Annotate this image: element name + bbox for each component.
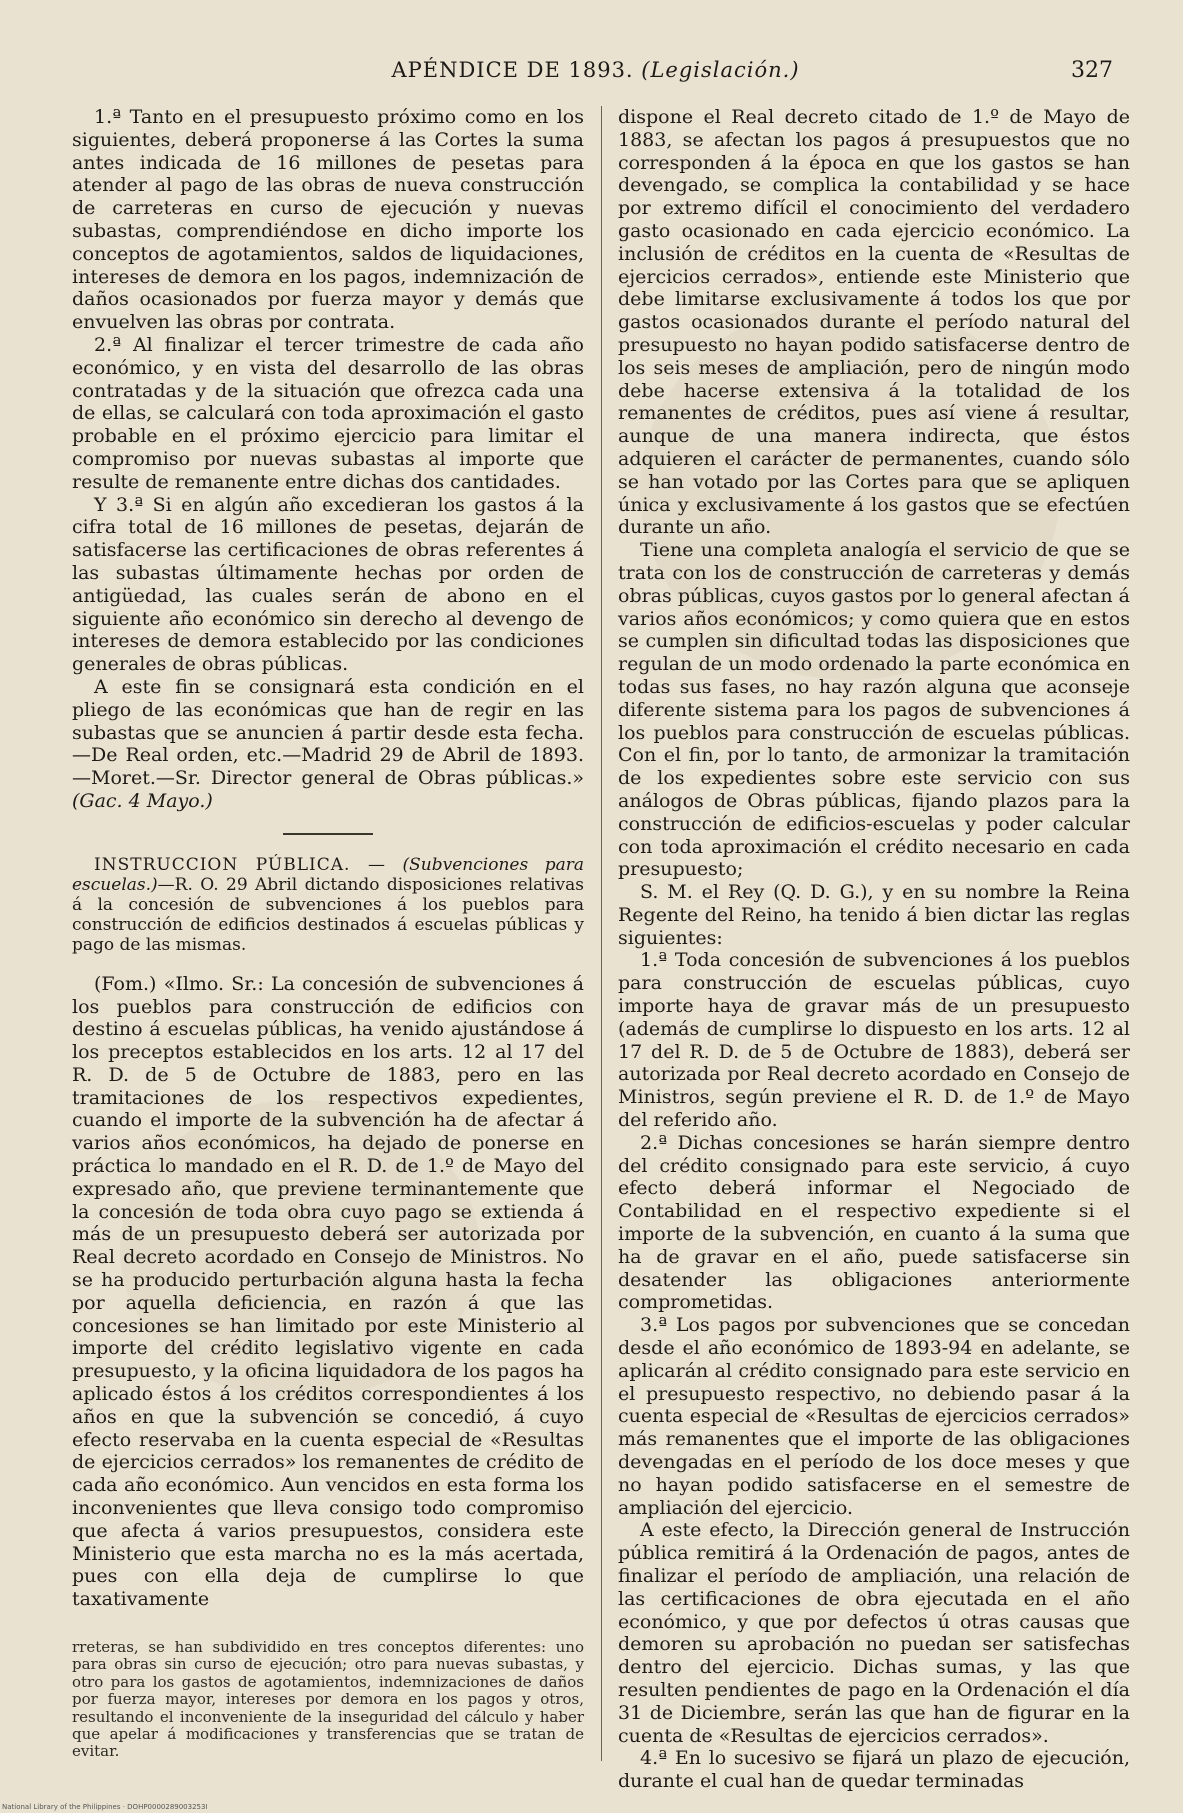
- paragraph: [72, 676, 584, 813]
- section-summary-text: —R. O. 29 Abril dictando disposiciones relativas á la concesión de subvenciones á los pueblos para construcción de edificios destinados á escuelas públicas y pago de las mismas.: [72, 874, 584, 955]
- paragraph: (Fom.) «Ilmo. Sr.: La concesión de subvenciones á los pueblos para construcción de edificios con destino á escuelas públicas, ha venido ajustándose á los preceptos establecidos en los arts. 12 al 17 del R. D. de 5 de Octubre de 1883, pero en las tramitaciones de los respectivos expedientes, cuando el importe de la subvención ha de afectar á varios años económicos, ha dejado de ponerse en práctica lo mandado en el R. D. de 1.º de Mayo del expresado año, que previene terminantemente que la concesión de toda obra cuyo pago se extienda á más de un presupuesto deberá ser autorizada por Real decreto acordado en Consejo de Ministros. No se ha producido perturbación alguna hasta la fecha por aquella deficiencia, en razón á que las concesiones se han limitado por este Ministerio al importe del crédito legislativo vigente en cada presupuesto, y la oficina liquidadora de los pagos ha aplicado éstos á los créditos correspondientes á los años en que la subvención se concedió, á cuyo efecto reservaba en la cuenta especial de «Resultas de ejercicios cerrados» los remanentes de crédito de cada año económico. Aun vencidos en esta forma los inconvenientes que lleva consigo todo compromiso que afecta á varios presupuestos, considera este Ministerio que esta marcha no es la más acertada, pues con ella deja de cumplirse lo que taxativamente: [72, 972, 584, 1611]
- paragraph: 1.ª Tanto en el presupuesto próximo como en los siguientes, deberá proponerse á las Cortes la suma antes indicada de 16 millones de pesetas para atender al pago de las obras de nueva construcción de carreteras en curso de ejecución y nuevas subastas, comprendiéndose en dicho importe los conceptos de agotamientos, saldos de liquidaciones, intereses de demora en los pagos, indemnización de daños ocasionados por fuerza mayor y demás que envuelven las obras por contrata.: [72, 106, 584, 334]
- left-column: [72, 106, 584, 1761]
- page-header: [78, 58, 1113, 88]
- paragraph: 2.ª Al finalizar el tercer trimestre de cada año económico, y en vista del desarrollo de las obras contratadas y de la situación que ofrezca cada una de ellas, se calculará con toda aproximación el gasto probable en el próximo ejercicio para limitar el compromiso por nuevas subastas al importe que resulte de remanente entre dichas dos cantidades.: [72, 333, 584, 493]
- section-separator: [283, 833, 373, 835]
- section-topic: (Subvenciones para escuelas.): [72, 854, 584, 895]
- column-divider: [601, 106, 602, 1761]
- footnote: rreteras, se han subdividido en tres conceptos diferentes: uno para obras sin curso de ejecución; otro para nuevas subastas, y otro para los gastos de agotamientos, indemnizaciones de daños por fuerza mayor, intereses por demora en los pagos y otros, resultando el inconveniente de la inseguridad del cálculo y haber que apelar á modificaciones y transferencias que se tratan de evitar.: [72, 1638, 584, 1761]
- paragraph: 3.ª Los pagos por subvenciones que se concedan desde el año económico de 1893-94 en adelante, se aplicarán al crédito consignado para este servicio en el presupuesto respectivo, no debiendo pasar á la cuenta especial de «Resultas de ejercicios cerrados» más remanentes que el importe de las obligaciones devengadas en el período de los doce meses y que no hayan podido satisfacerse en el semestre de ampliación del ejercicio.: [618, 1314, 1130, 1519]
- running-head-title: APÉNDICE DE 1893.: [391, 58, 634, 82]
- paragraph: A este efecto, la Dirección general de Instrucción pública remitirá á la Ordenación de pagos, antes de finalizar el período de ampliación, una relación de las certificaciones de obra ejecutada en el año económico, y que por defectos ú otras causas que demoren su aprobación no puedan ser satisfechas dentro del ejercicio. Dichas sumas, y las que resulten pendientes de pago en la Ordenación el día 31 de Diciembre, serán las que han de figurar en la cuenta de «Resultas de ejercicios cerrados».: [618, 1519, 1130, 1747]
- paragraph: 4.ª En lo sucesivo se fijará un plazo de ejecución, durante el cual han de quedar terminadas: [618, 1747, 1130, 1793]
- paragraph: 2.ª Dichas concesiones se harán siempre dentro del crédito consignado para este servicio, á cuyo efecto deberá informar el Negociado de Contabilidad en el respectivo expediente si el importe de la subvención, en cuanto á la suma que ha de gravar en el año, puede satisfacerse sin desatender las obligaciones anteriormente comprometidas.: [618, 1131, 1130, 1314]
- section-summary: [72, 855, 584, 955]
- gazette-citation: (Gac. 4 Mayo.): [72, 789, 213, 812]
- paragraph: S. M. el Rey (Q. D. G.), y en su nombre la Reina Regente del Reino, ha tenido á bien dictar las reglas siguientes:: [618, 881, 1130, 949]
- paragraph: Y 3.ª Si en algún año excedieran los gastos á la cifra total de 16 millones de pesetas, dejarán de satisfacerse las certificaciones de obras referentes á las subastas últimamente hechas por orden de antigüedad, las cuales serán de abono en el siguiente año económico sin derecho al devengo de intereses de demora establecido por las condiciones generales de obras públicas.: [72, 493, 584, 676]
- library-footer: National Library of the Philippines · DOHP0000289003253I: [2, 1803, 208, 1811]
- paragraph-text: A este fin se consignará esta condición en el pliego de las económicas que han de regir en las subastas que se anuncien á partir desde esta fecha.—De Real orden, etc.—Madrid 29 de Abril de 1893.—Moret.—Sr. Director general de Obras públicas.»: [72, 675, 584, 790]
- paragraph: 1.ª Toda concesión de subvenciones á los pueblos para construcción de escuelas públicas, cuyo importe haya de gravar más de un presupuesto (además de cumplirse lo dispuesto en los arts. 12 al 17 del R. D. de 5 de Octubre de 1883), deberá ser autorizada por Real decreto acordado en Consejo de Ministros, según previene el R. D. de 1.º de Mayo del referido año.: [618, 949, 1130, 1132]
- running-head-subtitle: (Legislación.): [641, 58, 800, 82]
- section-heading: INSTRUCCION PÚBLICA. —: [94, 854, 386, 875]
- page-number: 327: [1071, 58, 1113, 83]
- running-head: [78, 58, 1113, 82]
- right-column: [618, 106, 1130, 1793]
- paragraph: Tiene una completa analogía el servicio de que se trata con los de construcción de carreteras y demás obras públicas, cuyos gastos por lo general afectan á varios años económicos; y como quiera que en estos se cumplen sin dificultad todas las disposiciones que regulan de un modo ordenado la parte económica en todas sus fases, no hay razón alguna que aconseje diferente sistema para los pagos de subvenciones á los pueblos para construcción de escuelas públicas. Con el fin, por lo tanto, de armonizar la tramitación de los expedientes sobre este servicio con sus análogos de Obras públicas, fijando plazos para la construcción de edificios-escuelas y poder calcular con toda aproximación el crédito necesario en cada presupuesto;: [618, 539, 1130, 881]
- paragraph: dispone el Real decreto citado de 1.º de Mayo de 1883, se afectan los pagos á presupuestos que no corresponden á la época en que los gastos se han devengado, se complica la contabilidad y se hace por extremo difícil el conocimiento del verdadero gasto ocasionado en cada ejercicio económico. La inclusión de créditos en la cuenta de «Resultas de ejercicios cerrados», entiende este Ministerio que debe limitarse exclusivamente á todos los que por gastos ocasionados durante el período natural del presupuesto no hayan podido satisfacerse dentro de los seis meses de ampliación, pero de ningún modo debe hacerse extensiva á la totalidad de los remanentes de créditos, pues así viene á resultar, aunque de una manera indirecta, que éstos adquieren el carácter de permanentes, cuando sólo se han votado por las Cortes para que se apliquen única y exclusivamente á los gastos que se efectúen durante un año.: [618, 106, 1130, 539]
